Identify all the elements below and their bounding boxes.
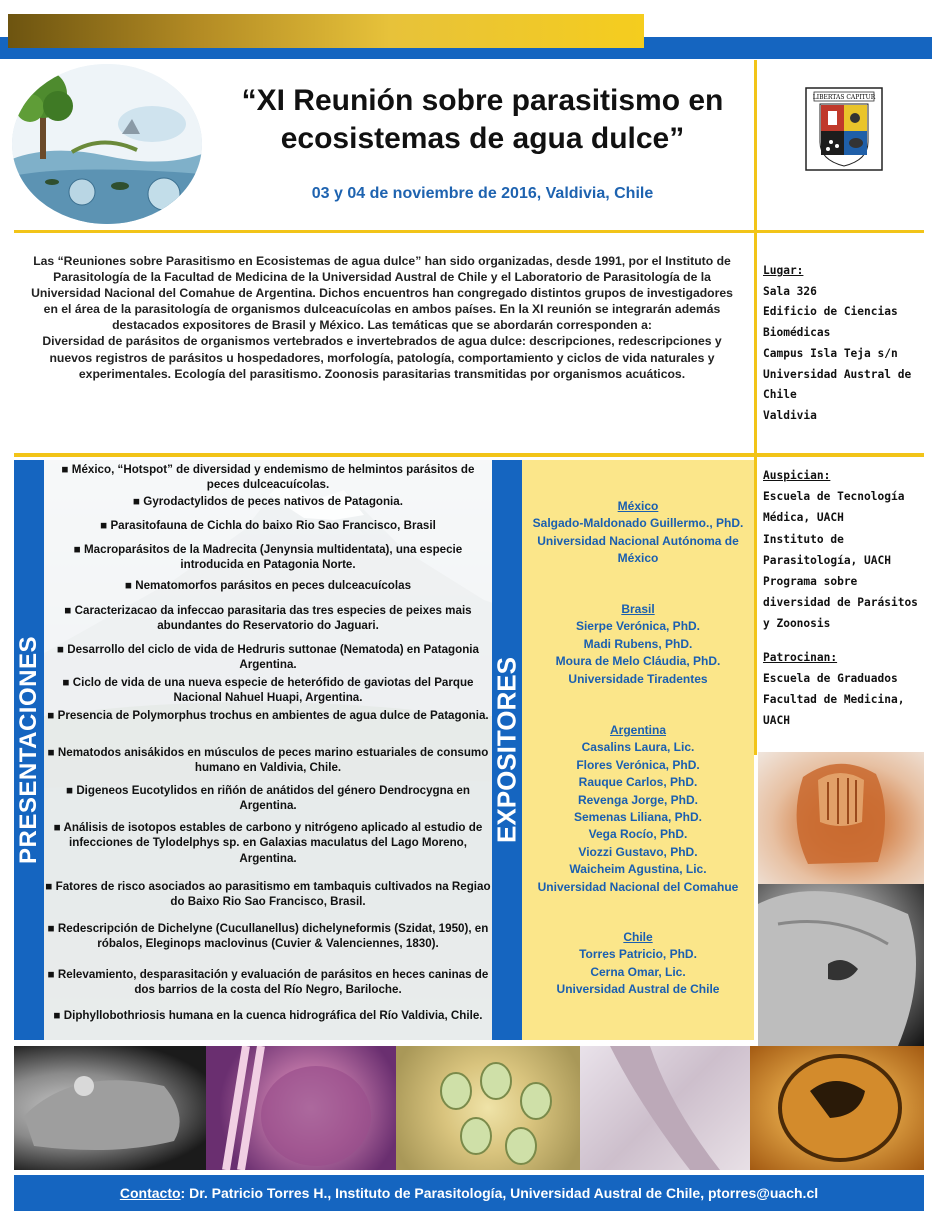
presentations-list <box>44 460 492 1040</box>
speaker-group-chile: Chile Torres Patricio, PhD. Cerna Omar, Lic. Universidad Austral de Chile <box>556 930 720 997</box>
expositores-label: EXPOSITORES <box>491 657 522 843</box>
bullet-icon: ■ <box>62 676 70 689</box>
patrocinan-line: Escuela de Graduados <box>763 671 898 685</box>
histology-image <box>206 1046 396 1170</box>
image-strip <box>14 1046 924 1170</box>
list-item: ■ Digeneos Eucotylidos en riñón de anátidos del género Dendrocygna en Argentina. <box>66 784 470 813</box>
larva-microscopy-image <box>580 1046 750 1170</box>
bullet-icon: ■ <box>53 1009 61 1022</box>
cyst-microscopy-image <box>750 1046 924 1170</box>
auspician-line: Programa sobre diversidad de Parásitos y Zoonosis <box>763 575 918 631</box>
bullet-icon: ■ <box>61 463 69 476</box>
list-item: ■ Redescripción de Dichelyne (Cucullanellus) dichelyneformis (Szidat, 1950), en róbalos, Eleginops maclovinus (Cuvier & Valenciennes, 1830). <box>47 922 489 951</box>
patrocinan-heading: Patrocinan: <box>763 650 838 664</box>
bullet-icon: ■ <box>64 604 72 617</box>
contact-label: Contacto <box>119 1185 181 1201</box>
intro-text <box>26 253 738 382</box>
bullet-icon: ■ <box>47 922 55 935</box>
list-item: ■ Fatores de risco asociados ao parasitismo em tambaquis cultivados na Regiao do Baixo Rio Sao Francisco, Brasil. <box>45 880 491 909</box>
venue-line: Universidad Austral de Chile <box>763 367 912 402</box>
venue-line: Sala 326 <box>763 284 817 298</box>
bullet-icon: ■ <box>47 968 55 981</box>
bullet-icon: ■ <box>47 709 55 722</box>
gold-divider-vertical <box>754 60 757 460</box>
gold-divider-vertical-2 <box>754 455 757 755</box>
speaker-group-mexico: México Salgado-Maldonado Guillermo., PhD. Universidad Nacional Autónoma de México <box>532 499 744 566</box>
gold-divider-top <box>14 230 924 233</box>
ecosystem-illustration <box>12 64 202 224</box>
list-item: ■ Análisis de isotopos estables de carbono y nitrógeno aplicado al estudio de infecciones de Tylodelphys sp. en Galaxias maculatus del Lago Moreno, Argentina. <box>53 821 483 865</box>
list-item: ■ Caracterizacao da infeccao parasitaria das tres especies de peixes mais abundantes do Reservatorio do Jaguari. <box>64 604 472 633</box>
event-title <box>200 82 765 158</box>
list-item: ■ México, “Hotspot” de diversidad y endemismo de helmintos parásitos de peces dulceacuícolas. <box>61 463 475 492</box>
eggs-microscopy-image <box>396 1046 580 1170</box>
event-date: 03 y 04 de noviembre de 2016, Valdivia, Chile <box>311 185 654 202</box>
patrocinan-line: Facultad de Medicina, UACH <box>763 693 905 728</box>
bullet-icon: ■ <box>66 784 74 797</box>
bullet-icon: ■ <box>53 821 61 834</box>
speaker-group-brasil: Brasil Sierpe Verónica, PhD. Madi Rubens, PhD. Moura de Melo Cláudia, PhD. Universidade Tiradentes <box>555 602 721 686</box>
bullet-icon: ■ <box>45 880 53 893</box>
crest-motto: LIBERTAS CAPITUR <box>812 94 876 101</box>
presentaciones-label: PRESENTACIONES <box>15 636 42 864</box>
list-item: ■ Desarrollo del ciclo de vida de Hedruris suttonae (Nematoda) en Patagonia Argentina. <box>57 643 479 672</box>
auspician-line: Escuela de Tecnología Médica, UACH <box>763 490 905 525</box>
top-gold-bar <box>8 14 644 48</box>
university-crest <box>804 86 884 172</box>
bullet-icon: ■ <box>124 579 132 592</box>
auspician-heading: Auspician: <box>763 469 831 482</box>
venue-line: Campus Isla Teja s/n <box>763 346 898 360</box>
sponsors-info <box>763 465 931 731</box>
venue-line: Valdivia <box>763 408 817 422</box>
title-line-2: ecosistemas de agua dulce” <box>280 122 685 155</box>
speaker-group-argentina: Argentina Casalins Laura, Lic. Flores Verónica, PhD. Rauque Carlos, PhD. Revenga Jorge, PhD. Semenas Liliana, PhD. Vega Rocío, PhD. Viozzi Gustavo, PhD. Waicheim Agustina, Lic. Universidad Nacional del Comahue <box>537 723 739 894</box>
list-item: ■ Relevamiento, desparasitación y evaluación de parásitos en heces caninas de dos barrios de la costa del Río Negro, Bariloche. <box>47 968 489 997</box>
bullet-icon: ■ <box>47 746 55 759</box>
bullet-icon: ■ <box>73 543 81 556</box>
gold-divider-middle <box>14 453 924 457</box>
microscopy-image-nematode-head <box>758 752 924 884</box>
list-item: ■ Presencia de Polymorphus trochus en ambientes de agua dulce de Patagonia. <box>47 709 489 722</box>
list-item: ■ Diphyllobothriosis humana en la cuenca hidrográfica del Río Valdivia, Chile. <box>53 1009 483 1022</box>
contact-bar <box>14 1175 924 1211</box>
venue-info <box>763 261 931 427</box>
list-item: ■ Nematomorfos parásitos en peces dulceacuícolas <box>124 579 412 592</box>
list-item: ■ Ciclo de vida de una nueva especie de heterófido de gaviotas del Parque Nacional Nahuel Huapi, Argentina. <box>62 676 474 705</box>
auspician-line: Instituto de Parasitología, UACH <box>763 532 891 567</box>
list-item: ■ Gyrodactylidos de peces nativos de Patagonia. <box>133 495 403 508</box>
bullet-icon: ■ <box>133 495 141 508</box>
list-item: ■ Parasitofauna de Cichla do baixo Rio Sao Francisco, Brasil <box>100 519 436 532</box>
title-line-1: “XI Reunión sobre parasitismo en <box>241 84 724 117</box>
intro-topics: Diversidad de parásitos de organismos vertebrados e invertebrados de agua dulce: descripciones, redescripciones y nuevos registros de parásitos u hospedadores, morfología, patología, comportamiento y ciclos de vida naturales y experimentales. Ecología del parasitismo. Zoonosis parasitarias transmitidas por organismos acuáticos. <box>42 334 722 381</box>
venue-heading: Lugar: <box>763 264 804 277</box>
speakers-panel <box>522 460 754 1040</box>
list-item: ■ Nematodos anisákidos en músculos de peces marino estuariales de consumo humano en Valdivia, Chile. <box>47 746 489 775</box>
contact-text: : Dr. Patricio Torres H., Instituto de Parasitología, Universidad Austral de Chile, ptorres@uach.cl <box>180 1185 819 1201</box>
intro-paragraph: Las “Reuniones sobre Parasitismo en Ecosistemas de agua dulce” han sido organizadas, desde 1991, por el Instituto de Parasitología de la Facultad de Medicina de la Universidad Austral de Chile y el Laboratorio de Parasitología de la Universidad Nacional del Comahue de Argentina. Dichos encuentros han congregado distintos grupos de investigadores en el área de la parasitología de organismos dulceacuícolas en ambos países. En la XI reunión se integrarán además destacados expositores de Brasil y México. Las temáticas que se abordarán corresponden a: <box>31 254 733 333</box>
bullet-icon: ■ <box>57 643 65 656</box>
sem-image-1 <box>14 1046 206 1170</box>
microscopy-image-sem-parasite <box>758 884 924 1046</box>
venue-line: Edificio de Ciencias <box>763 305 898 319</box>
venue-line: Biomédicas <box>763 326 831 340</box>
list-item: ■ Macroparásitos de la Madrecita (Jenynsia multidentata), una especie introducida en Patagonia Norte. <box>73 543 463 572</box>
bullet-icon: ■ <box>100 519 108 532</box>
